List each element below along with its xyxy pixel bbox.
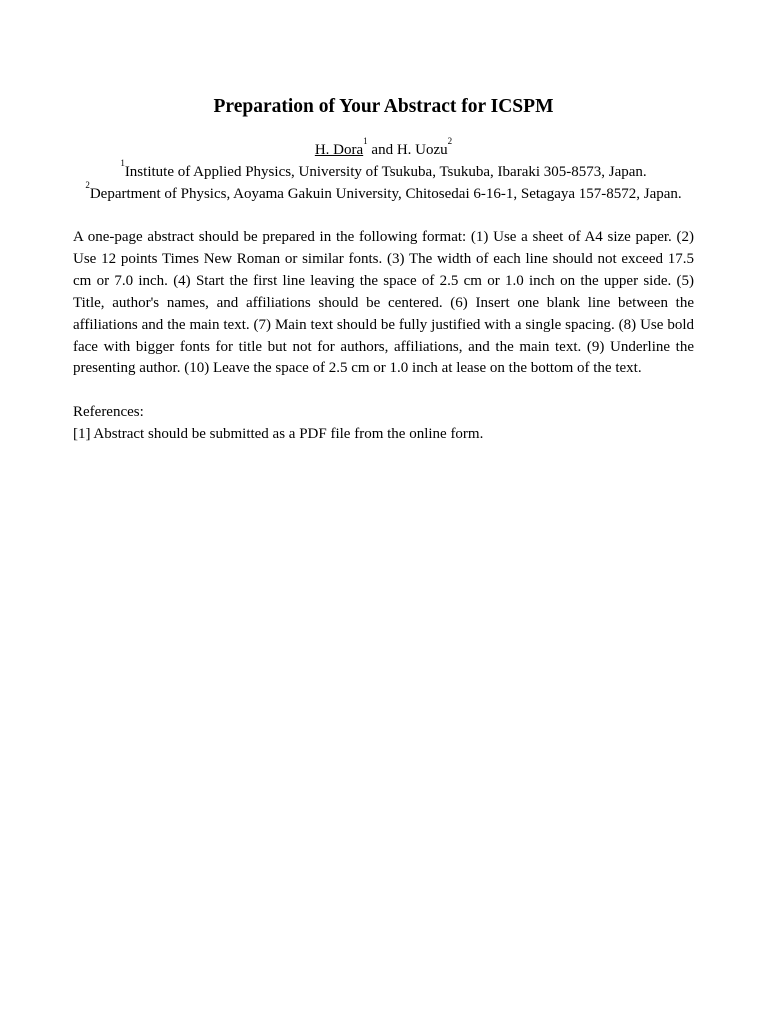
presenting-author: H. Dora xyxy=(314,142,364,158)
author-line xyxy=(73,136,694,160)
affiliation-text: Department of Physics, Aoyama Gakuin University, Chitosedai 6-16-1, Setagaya 157-8572, Japan. xyxy=(89,186,682,202)
page-title: Preparation of Your Abstract for ICSPM xyxy=(213,96,554,117)
affiliation-1 xyxy=(63,158,704,182)
references-heading: References: xyxy=(73,404,144,420)
affiliation-mark: 1 xyxy=(363,136,368,146)
affiliation-mark: 2 xyxy=(447,136,453,146)
affiliation-mark: 1 xyxy=(120,158,125,168)
co-author: and H. Uozu xyxy=(367,142,448,158)
main-text: A one-page abstract should be prepared in the following format: (1) Use a sheet of A4 size paper. (2) Use 12 points Times New Roman or similar fonts. (3) The width of each line should not exceed 17.5 cm or 7.0 inch. (4) Start the first line leaving the space of 2.5 cm or 1.0 inch on the upper side. (5) Title, author's names, and affiliations should be centered. (6) Insert one blank line between the affiliations and the main text. (7) Main text should be fully justified with a single spacing. (8) Use bold face with bigger fonts for title but not for authors, affiliations, and the main text. (9) Underline the presenting author. (10) Leave the space of 2.5 cm or 1.0 inch at lease on the bottom of the text. xyxy=(73,229,694,377)
affiliation-mark: 2 xyxy=(85,180,90,190)
reference-item: [1] Abstract should be submitted as a PDF file from the online form. xyxy=(73,426,484,442)
affiliation-text: Institute of Applied Physics, University of Tsukuba, Tsukuba, Ibaraki 305-8573, Japan. xyxy=(124,164,647,180)
affiliation-2 xyxy=(63,180,704,204)
